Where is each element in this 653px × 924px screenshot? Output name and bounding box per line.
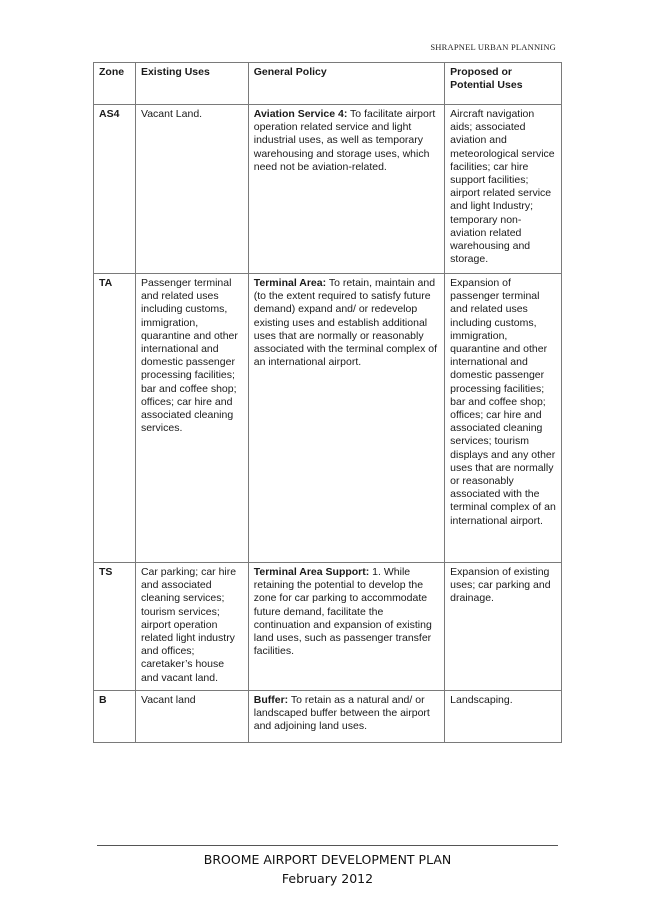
column-header-zone: Zone xyxy=(94,63,136,105)
column-header-general-policy: General Policy xyxy=(248,63,444,105)
policy-title: Terminal Area: xyxy=(253,277,327,289)
policy-text: 1. While retaining the potential to develop the zone for car parking to accommodate future demand, facilitate the continuation and expansion of existing land uses, such as passenger transfer facilities. xyxy=(253,566,432,658)
existing-uses-cell: Passenger terminal and related uses including customs, immigration, quarantine and other international and domestic passenger processing facilities; bar and coffee shop; offices; car hire and associated cleaning services. xyxy=(135,274,248,563)
general-policy-cell xyxy=(248,563,444,691)
page-footer xyxy=(97,850,558,888)
table-row xyxy=(94,274,562,563)
table-header-row xyxy=(94,63,562,105)
footer-title: BROOME AIRPORT DEVELOPMENT PLAN xyxy=(203,852,452,867)
general-policy-cell xyxy=(248,105,444,274)
existing-uses-cell: Car parking; car hire and associated cleaning services; tourism services; airport operation related light industry and offices; caretaker’s house and vacant land. xyxy=(135,563,248,691)
zone-cell: TA xyxy=(94,274,136,563)
table-row xyxy=(94,105,562,274)
policy-title: Buffer: xyxy=(253,694,289,706)
page-header: SHRAPNEL URBAN PLANNING xyxy=(430,42,556,52)
policy-title: Terminal Area Support: xyxy=(253,566,370,578)
existing-uses-cell: Vacant land xyxy=(135,691,248,743)
policy-text: To retain as a natural and/ or landscaped buffer between the airport and adjoining land uses. xyxy=(253,694,430,733)
zone-cell: AS4 xyxy=(94,105,136,274)
proposed-uses-cell: Expansion of passenger terminal and related uses including customs, immigration, quarantine and other international and domestic passenger processing facilities; bar and coffee shop; offices; car hire and associated cleaning services; tourism displays and any other uses that are normally or reasonably associated with the terminal complex of an international airport. xyxy=(445,274,562,563)
proposed-uses-cell: Landscaping. xyxy=(445,691,562,743)
column-header-existing-uses: Existing Uses xyxy=(135,63,248,105)
existing-uses-cell: Vacant Land. xyxy=(135,105,248,274)
zoning-table xyxy=(93,62,562,743)
column-header-proposed-uses: Proposed or Potential Uses xyxy=(445,63,562,105)
zone-cell: B xyxy=(94,691,136,743)
policy-text: To facilitate airport operation related service and light industrial uses, as well as temporary warehousing and storage uses, which need not be aviation-related. xyxy=(253,108,436,173)
policy-title: Aviation Service 4: xyxy=(253,108,348,120)
footer-date: February 2012 xyxy=(281,871,374,886)
footer-divider xyxy=(97,845,558,846)
general-policy-cell xyxy=(248,274,444,563)
zone-cell: TS xyxy=(94,563,136,691)
proposed-uses-cell: Aircraft navigation aids; associated aviation and meteorological service facilities; car hire support facilities; airport related service and light Industry; temporary non-aviation related warehousing and storage. xyxy=(445,105,562,274)
table-row xyxy=(94,563,562,691)
policy-text: To retain, maintain and (to the extent required to satisfy future demand) expand and/ or redevelop existing uses and establish additional uses that are normally or reasonably associated with the terminal complex of an international airport. xyxy=(253,277,438,369)
table-row xyxy=(94,691,562,743)
general-policy-cell xyxy=(248,691,444,743)
proposed-uses-cell: Expansion of existing uses; car parking and drainage. xyxy=(445,563,562,691)
